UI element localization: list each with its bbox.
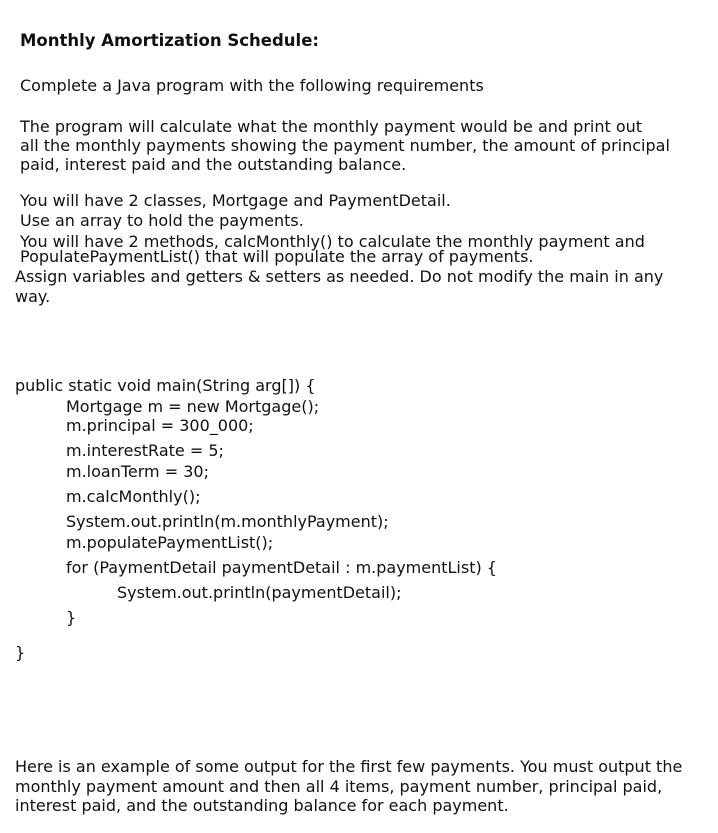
code-line-interest-rate: m.interestRate = 5; [66, 441, 224, 460]
assign-line-2: way. [15, 287, 51, 306]
output-note-line-3: interest paid, and the outstanding balance for each payment. [15, 796, 509, 815]
requirement-line-2: Use an array to hold the payments. [20, 211, 304, 230]
assign-line-1: Assign variables and getters & setters as needed. Do not modify the main in any [15, 267, 664, 286]
code-line-loan-term: m.loanTerm = 30; [66, 462, 209, 481]
code-line-main: public static void main(String arg[]) { [15, 376, 316, 395]
code-line-principal: m.principal = 300_000; [66, 416, 254, 435]
requirement-line-3: You will have 2 methods, calcMonthly() to calculate the monthly payment and [20, 232, 645, 251]
output-note-line-2: monthly payment amount and then all 4 items, payment number, principal paid, [15, 777, 663, 796]
intro-text: Complete a Java program with the following requirements [20, 76, 484, 95]
code-line-close-main: } [15, 643, 26, 662]
code-line-populate-list: m.populatePaymentList(); [66, 533, 274, 552]
description-line-3: paid, interest paid and the outstanding balance. [20, 155, 407, 174]
code-line-for-loop: for (PaymentDetail paymentDetail : m.paymentList) { [66, 558, 497, 577]
description-line-2: all the monthly payments showing the payment number, the amount of principal [20, 136, 670, 155]
code-line-print-detail: System.out.println(paymentDetail); [117, 583, 402, 602]
page-title: Monthly Amortization Schedule: [20, 31, 319, 50]
code-line-print-monthly: System.out.println(m.monthlyPayment); [66, 512, 389, 531]
code-line-close-for: } [66, 608, 77, 627]
output-note-line-1: Here is an example of some output for the first few payments. You must output the [15, 757, 683, 776]
code-line-calc-monthly: m.calcMonthly(); [66, 487, 201, 506]
requirement-line-1: You will have 2 classes, Mortgage and PaymentDetail. [20, 191, 451, 210]
description-line-1: The program will calculate what the monthly payment would be and print out [20, 117, 643, 136]
requirement-line-4: PopulatePaymentList() that will populate the array of payments. [20, 247, 534, 266]
code-line-new-mortgage: Mortgage m = new Mortgage(); [66, 397, 320, 416]
